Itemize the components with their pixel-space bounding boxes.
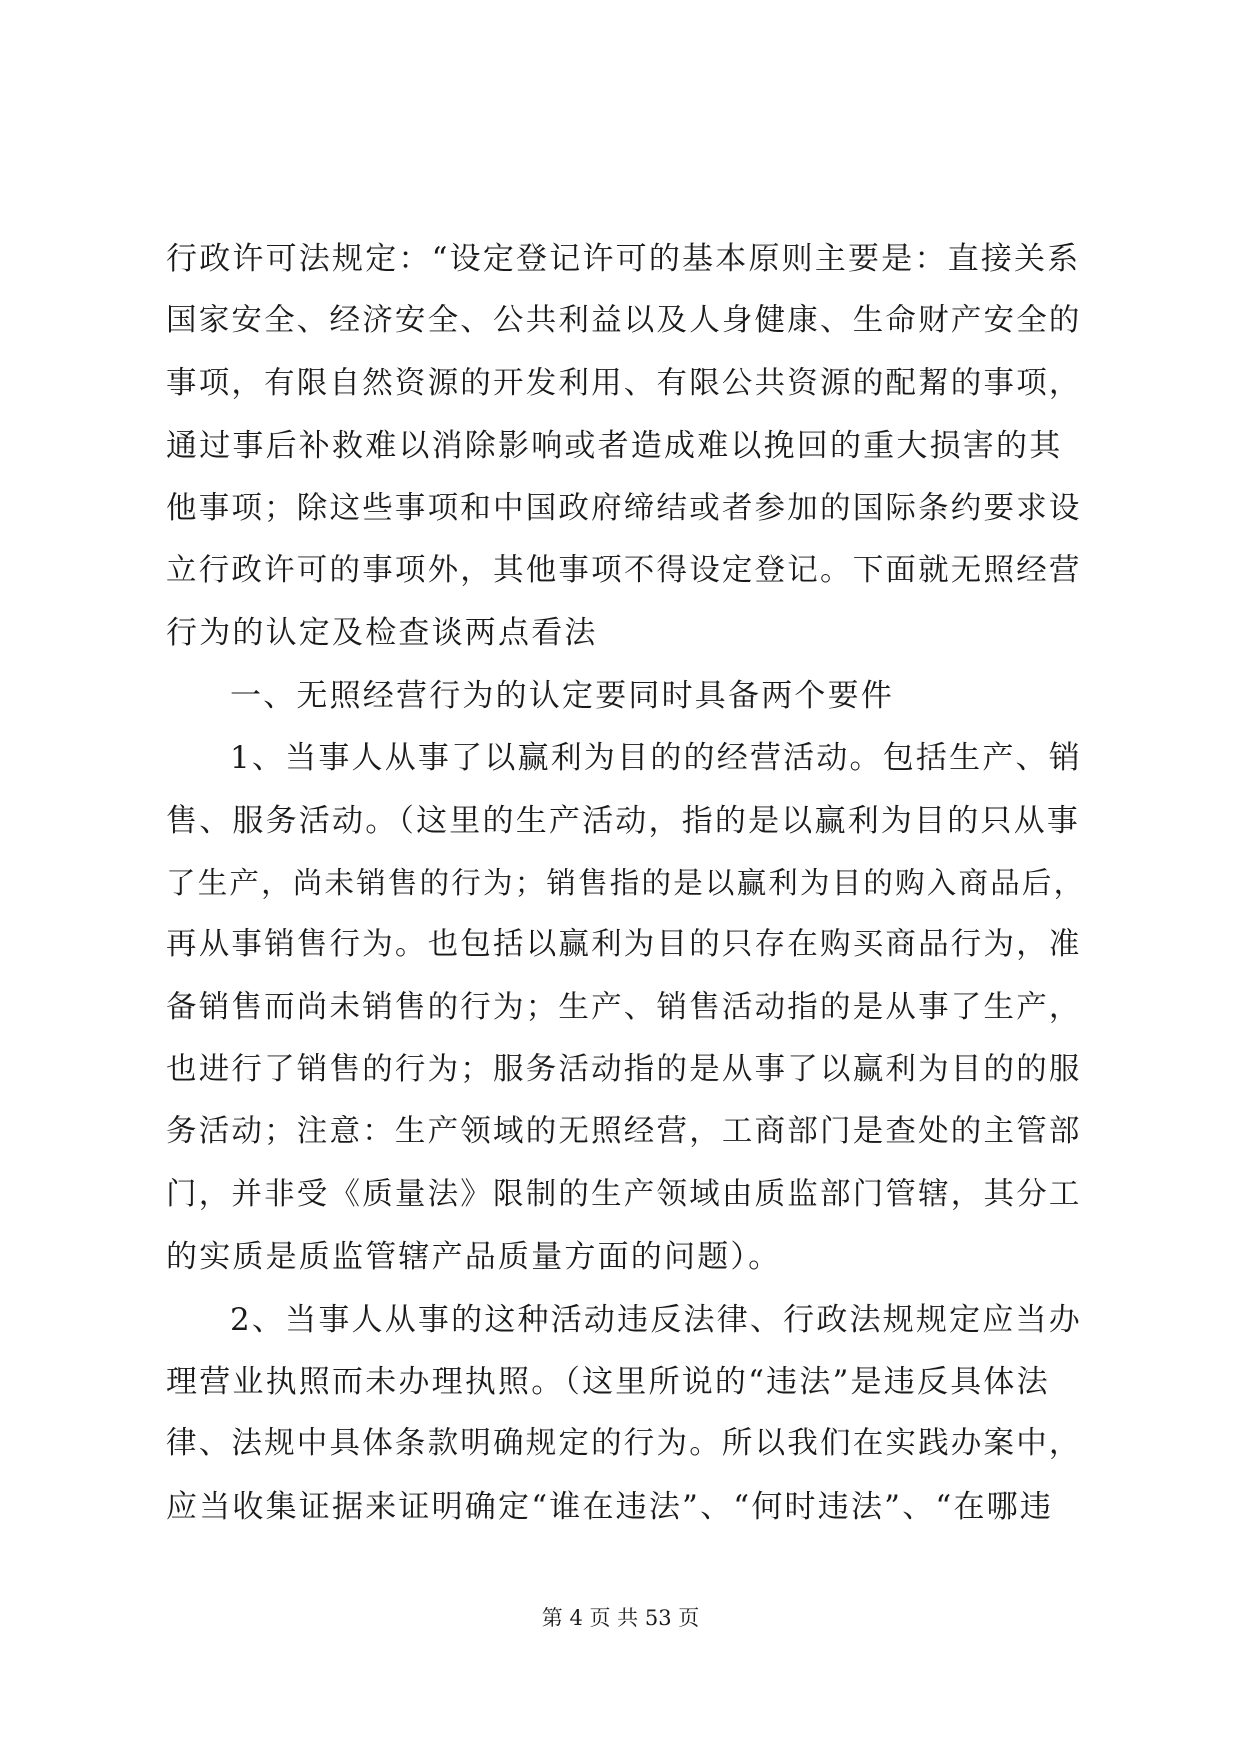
text-line-6: 立行政许可的事项外，其他事项不得设定登记。下面就无照经营 (166, 552, 1082, 588)
page-number-footer: 第 4 页 共 53 页 (541, 1606, 700, 1630)
text-line-8: 一、无照经营行为的认定要同时具备两个要件 (230, 677, 894, 714)
text-line-12: 再从事销售行为。也包括以赢利为目的只存在购买商品行为，准 (166, 927, 1082, 963)
body-text (166, 228, 1094, 1538)
text-line-13: 备销售而尚未销售的行为；生产、销售活动指的是从事了生产， (166, 989, 1082, 1025)
text-line-1: 行政许可法规定：“设定登记许可的基本原则主要是：直接关系 (166, 241, 1081, 277)
text-line-11: 了生产，尚未销售的行为；销售指的是以赢利为目的购入商品后， (166, 865, 1086, 900)
text-line-21: 应当收集证据来证明确定“谁在违法”、“何时违法”、“在哪违 (166, 1488, 1054, 1525)
text-line-18: 2、当事人从事的这种活动违反法律、行政法规规定应当办 (230, 1301, 1082, 1338)
text-line-3: 事项，有限自然资源的开发利用、有限公共资源的配觢的事项， (166, 365, 1082, 401)
text-line-2: 国家安全、经济安全、公共利益以及人身健康、生命财产安全的 (166, 303, 1082, 339)
text-line-5: 他事项；除这些事项和中国政府缔结或者参加的国际条约要求设 (166, 490, 1082, 526)
text-line-15: 务活动；注意：生产领域的无照经营，工商部门是查处的主管部 (166, 1114, 1082, 1150)
text-line-19: 理营业执照而未办理执照。（这里所说的“违法”是违反具体法 (166, 1364, 1050, 1401)
text-line-9: 1、当事人从事了以赢利为目的的经营活动。包括生产、销 (230, 740, 1082, 777)
text-line-14: 也进行了销售的行为；服务活动指的是从事了以赢利为目的的服 (166, 1052, 1082, 1088)
text-line-7: 行为的认定及检查谈两点看法 (166, 615, 598, 652)
text-line-4: 通过事后补救难以消除影响或者造成难以挽回的重大损害的其 (166, 428, 1063, 465)
text-line-17: 的实质是质监管辖产品质量方面的问题）。 (166, 1239, 782, 1276)
text-line-10: 售、服务活动。（这里的生产活动，指的是以赢利为目的只从事 (166, 802, 1081, 839)
text-line-16: 门，并非受《质量法》限制的生产领域由质监部门管辖，其分工 (166, 1176, 1082, 1212)
text-line-20: 律、法规中具体条款明确规定的行为。所以我们在实践办案中， (166, 1426, 1082, 1462)
